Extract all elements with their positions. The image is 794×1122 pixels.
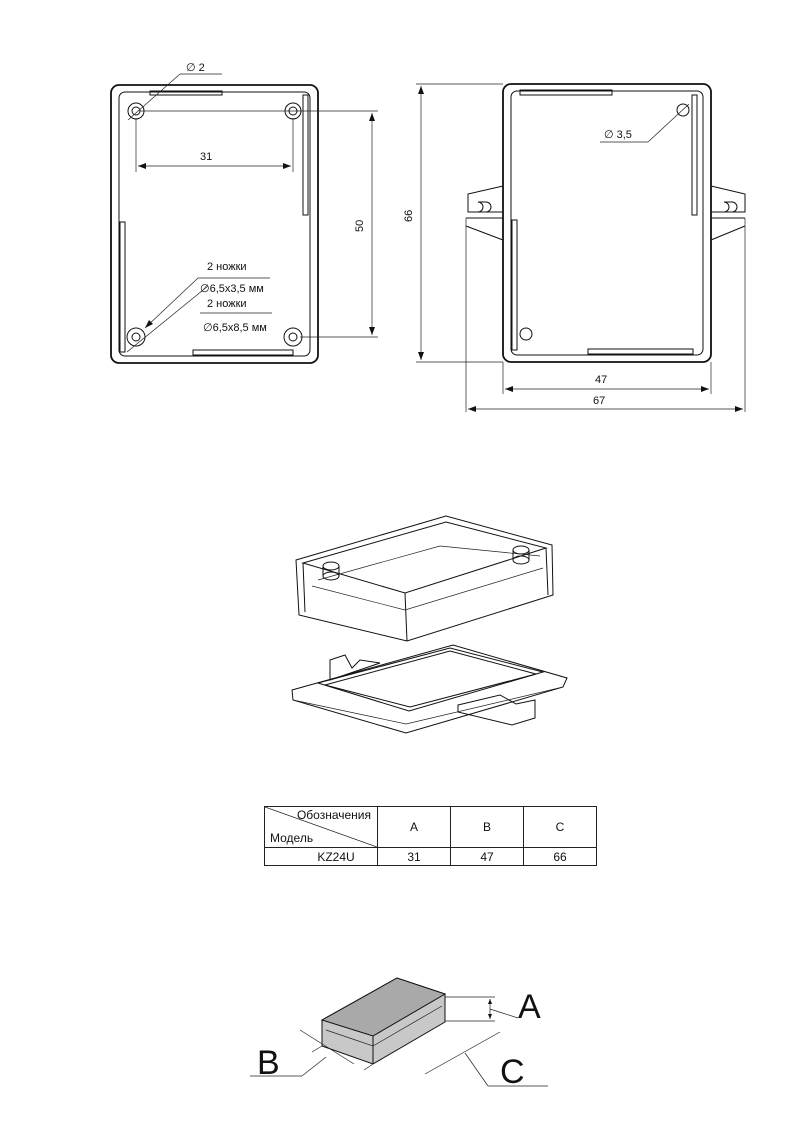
header-model: Модель [270, 831, 314, 845]
bottom-slot [588, 349, 693, 354]
foot-bottom-right [284, 328, 302, 346]
dimension-47: 47 [595, 374, 608, 386]
spec-header-row [265, 807, 597, 848]
right-rib [303, 95, 308, 215]
feet-2-size: ∅6,5x8,5 мм [203, 322, 267, 334]
feet-1-title: 2 ножки [207, 261, 247, 273]
header-col-b: B [451, 807, 524, 848]
right-flange [711, 186, 745, 212]
left-rib [512, 220, 517, 350]
value-a: 31 [378, 848, 451, 866]
header-diagonal-cell [265, 807, 378, 848]
header-col-a: A [378, 807, 451, 848]
header-designations: Обозначения [296, 808, 371, 822]
value-b: 47 [451, 848, 524, 866]
bottom-slot [193, 350, 293, 355]
table-row [265, 848, 597, 866]
spec-table [264, 806, 597, 866]
label-c: C [500, 1053, 525, 1091]
label-a: A [518, 988, 541, 1026]
enclosure-inner-outline [119, 92, 310, 356]
exploded-isometric-view [292, 516, 567, 733]
base-plate-outline [292, 645, 567, 733]
corner-hole [520, 328, 532, 340]
dimension-50: 50 [354, 219, 366, 232]
enclosure-body [503, 84, 711, 362]
model-cell: KZ24U [265, 848, 378, 866]
right-rib [692, 95, 697, 215]
value-c: 66 [524, 848, 597, 866]
feet-1-size: ∅6,5x3,5 мм [200, 283, 264, 295]
header-col-c: C [524, 807, 597, 848]
dimension-67: 67 [593, 395, 606, 407]
large-hole-diameter: ∅ 3,5 [604, 129, 632, 141]
front-view-drawing [403, 84, 745, 412]
dimension-box-sketch [250, 978, 548, 1091]
left-flange [468, 186, 503, 212]
dimension-66: 66 [403, 209, 415, 222]
base-tab-right [458, 695, 535, 725]
foot-bottom-left [127, 328, 145, 346]
left-rib [120, 222, 125, 352]
bottom-view-drawing [111, 62, 378, 363]
hole-diameter-label: ∅ 2 [186, 62, 205, 74]
upper-shell-outline [296, 516, 553, 641]
label-b: B [257, 1044, 280, 1082]
feet-2-title: 2 ножки [207, 298, 247, 310]
dimension-31: 31 [200, 151, 213, 163]
